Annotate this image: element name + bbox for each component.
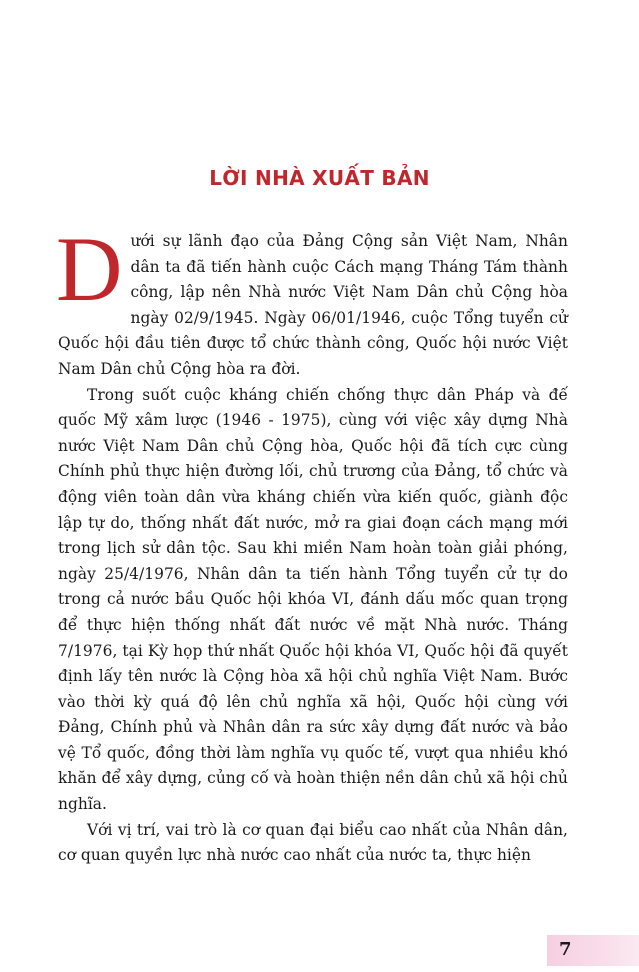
page-title: LỜI NHÀ XUẤT BẢN <box>209 166 430 190</box>
paragraph-1 <box>56 218 568 383</box>
paragraph-2: Trong suốt cuộc kháng chiến chống thực dân Pháp và đế quốc Mỹ xâm lược (1946 - 1975), cùng với việc xây dựng Nhà nước Việt Nam Dân chủ Cộng hòa, Quốc hội đã tích cực cùng Chính phủ thực hiện đường lối, chủ trương của Đảng, tổ chức và động viên toàn dân vừa kháng chiến vừa kiến quốc, giành độc lập tự do, thống nhất đất nước, mở ra giai đoạn cách mạng mới trong lịch sử dân tộc. Sau khi miền Nam hoàn toàn giải phóng, ngày 25/4/1976, Nhân dân ta tiến hành Tổng tuyển cử tự do trong cả nước bầu Quốc hội khóa VI, đánh dấu mốc quan trọng để thực hiện thống nhất đất nước về mặt Nhà nước. Tháng 7/1976, tại Kỳ họp thứ nhất Quốc hội khóa VI, Quốc hội đã quyết định lấy tên nước là Cộng hòa xã hội chủ nghĩa Việt Nam. Bước vào thời kỳ quá độ lên chủ nghĩa xã hội, Quốc hội cùng với Đảng, Chính phủ và Nhân dân ra sức xây dựng đất nước và bảo vệ Tổ quốc, đồng thời làm nghĩa vụ quốc tế, vượt qua nhiều khó khăn để xây dựng, củng cố và hoàn thiện nền dân chủ xã hội chủ nghĩa. <box>58 385 568 814</box>
paragraph-1-text: ưới sự lãnh đạo của Đảng Cộng sản Việt Nam, Nhân dân ta đã tiến hành cuộc Cách mạng Tháng Tám thành công, lập nên Nhà nước Việt Nam Dân chủ Cộng hòa ngày 02/9/1945. Ngày 06/01/1946, cuộc Tổng tuyển cử Quốc hội đầu tiên được tổ chức thành công, Quốc hội nước Việt Nam Dân chủ Cộng hòa ra đời. <box>58 232 568 378</box>
drop-cap: D <box>56 218 123 320</box>
page-number: 7 <box>559 939 572 960</box>
paragraph-3: Với vị trí, vai trò là cơ quan đại biểu cao nhất của Nhân dân, cơ quan quyền lực nhà nước cao nhất của nước ta, thực hiện <box>58 820 568 865</box>
page-number-tab <box>547 935 639 966</box>
body-text <box>56 218 568 869</box>
